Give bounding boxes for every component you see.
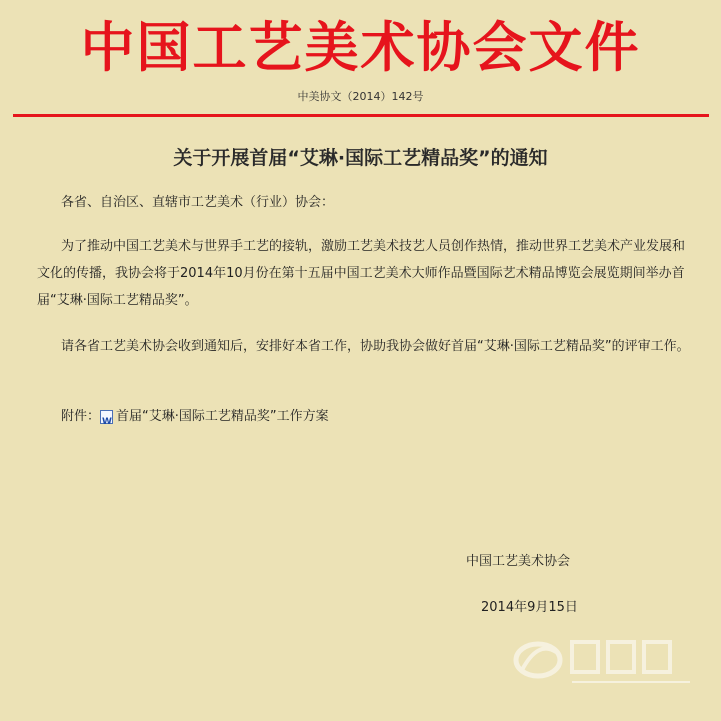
body-paragraph-2: 请各省工艺美术协会收到通知后，安排好本省工作，协助我协会做好首届“艾琳·国际工艺精品奖”的评审工作。 [61, 339, 690, 354]
document-header-title: 中国工艺美术协会文件 [80, 15, 641, 79]
attachment-link[interactable]: 首届“艾琳·国际工艺精品奖”工作方案 [116, 409, 329, 424]
attachment-label: 附件： [61, 409, 101, 424]
document-number: 中美协文（2014）142号 [297, 90, 424, 103]
logo-watermark-icon [510, 630, 710, 690]
signature-date: 2014年9月15日 [481, 600, 578, 615]
salutation-text: 各省、自治区、直辖市工艺美术（行业）协会： [61, 195, 335, 210]
word-document-icon[interactable] [100, 410, 113, 424]
body-paragraph-1: 为了推动中国工艺美术与世界手工艺的接轨，激励工艺美术技艺人员创作热情，推动世界工艺美术产业发展和文化的传播，我协会将于2014年10月份在第十五届中国工艺美术大师作品暨国际艺术精品博览会展览期间举办首届“艾琳·国际工艺精品奖”。 [37, 239, 686, 308]
signature-organization: 中国工艺美术协会 [466, 554, 571, 569]
attachment-row [61, 405, 329, 429]
notice-title: 关于开展首届“艾琳·国际工艺精品奖”的通知 [173, 147, 548, 169]
red-divider [13, 114, 709, 117]
